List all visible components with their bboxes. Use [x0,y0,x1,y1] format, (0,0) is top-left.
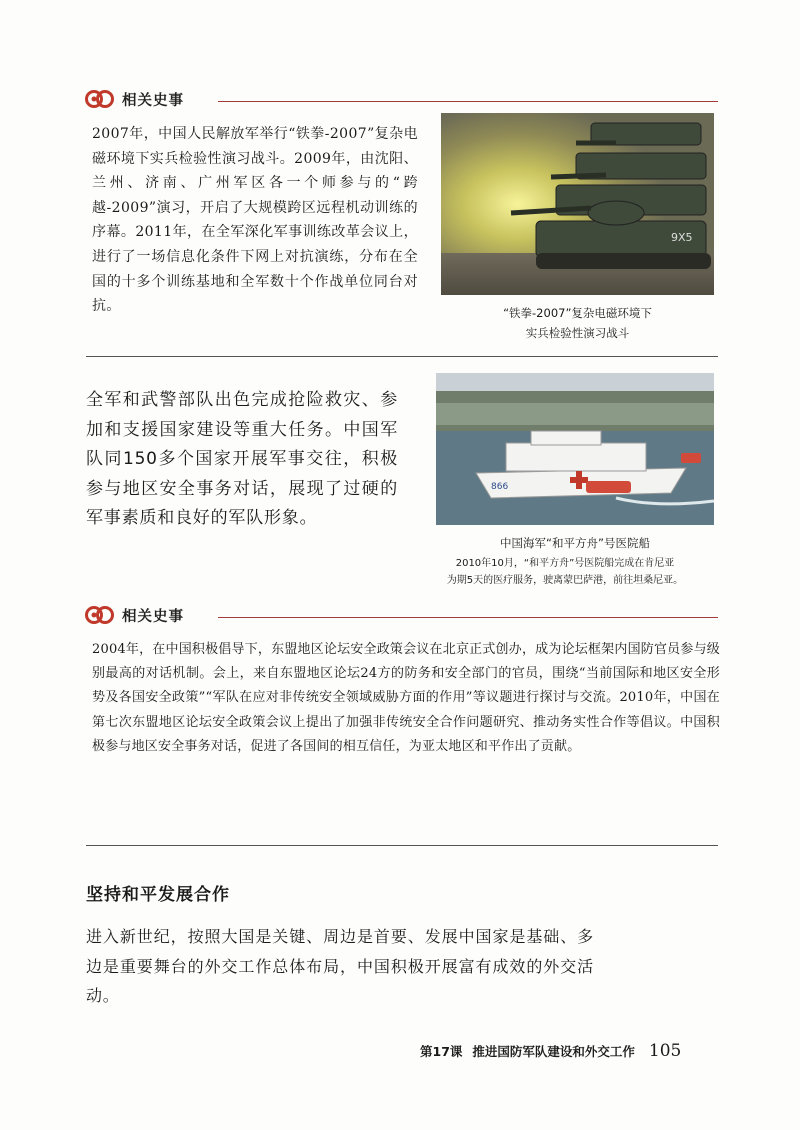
box2-header-rule [218,617,718,618]
box2-title: 相关史事 [122,608,184,625]
tank-photo [441,113,714,295]
box2-bottom-rule [86,845,718,846]
box2-header [84,604,184,626]
ship-caption-line2: 为期5天的医疗服务，驶离蒙巴萨港，前往坦桑尼亚。 [446,575,684,586]
related-history-icon [84,88,116,110]
ship-caption-line1: 2010年10月，“和平方舟”号医院船完成在肯尼亚 [455,558,675,569]
svg-text:9X5: 9X5 [671,231,693,244]
box2-text: 2004年，在中国积极倡导下，东盟地区论坛安全政策会议在北京正式创办，成为论坛框架内国防官员参与级别最高的对话机制。会上，来自东盟地区论坛24方的防务和安全部门的官员，围绕“当前国际和地区安全形势及各国安全政策”“军队在应对非传统安全领域威胁方面的作用”等议题进行探讨与交流。2010年，中国在第七次东盟地区论坛安全政策会议上提出了加强非传统安全合作问题研究、推动务实性合作等倡议。中国积极参与地区安全事务对话，促进了各国间的相互信任，为亚太地区和平作出了贡献。 [92,642,720,754]
tank-caption [441,303,714,343]
hospital-ship-photo [436,373,714,525]
footer-lesson: 第17课 [420,1044,463,1059]
tank-caption-line1: “铁拳-2007”复杂电磁环境下 [503,306,652,320]
footer-lesson-title: 推进国防军队建设和外交工作 [472,1044,635,1059]
hull-number: 866 [491,482,509,492]
box1-text: 2007年，中国人民解放军举行“铁拳-2007”复杂电磁环境下实兵检验性演习战斗。2009年，由沈阳、兰州、济南、广州军区各一个师参与的“跨越-2009”演习，开启了大规模跨区远程机动训练的序幕。2011年，在全军深化军事训练改革会议上，进行了一场信息化条件下网上对抗演练，分布在全国的十多个训练基地和全军数十个作战单位同台对抗。 [92,126,418,315]
section-title: 坚持和平发展合作 [86,885,230,905]
ship-caption-body [400,555,730,589]
box1-title: 相关史事 [122,92,184,109]
tank-caption-line2: 实兵检验性演习战斗 [525,326,630,340]
section-paragraph: 进入新世纪，按照大国是关键、周边是首要、发展中国家是基础、多边是重要舞台的外交工作总体布局，中国积极开展富有成效的外交活动。 [86,927,594,1005]
page-footer [420,1041,681,1061]
page-number: 105 [648,1041,682,1061]
box1-header [84,88,184,110]
box1-header-rule [218,101,718,102]
related-history-icon [84,604,116,626]
main-paragraph: 全军和武警部队出色完成抢险救灾、参加和支援国家建设等重大任务。中国军队同150多个国家开展军事交往，积极参与地区安全事务对话，展现了过硬的军事素质和良好的军队形象。 [86,390,398,528]
ship-caption-title: 中国海军“和平方舟”号医院船 [500,536,650,550]
box1-bottom-rule [86,356,718,357]
